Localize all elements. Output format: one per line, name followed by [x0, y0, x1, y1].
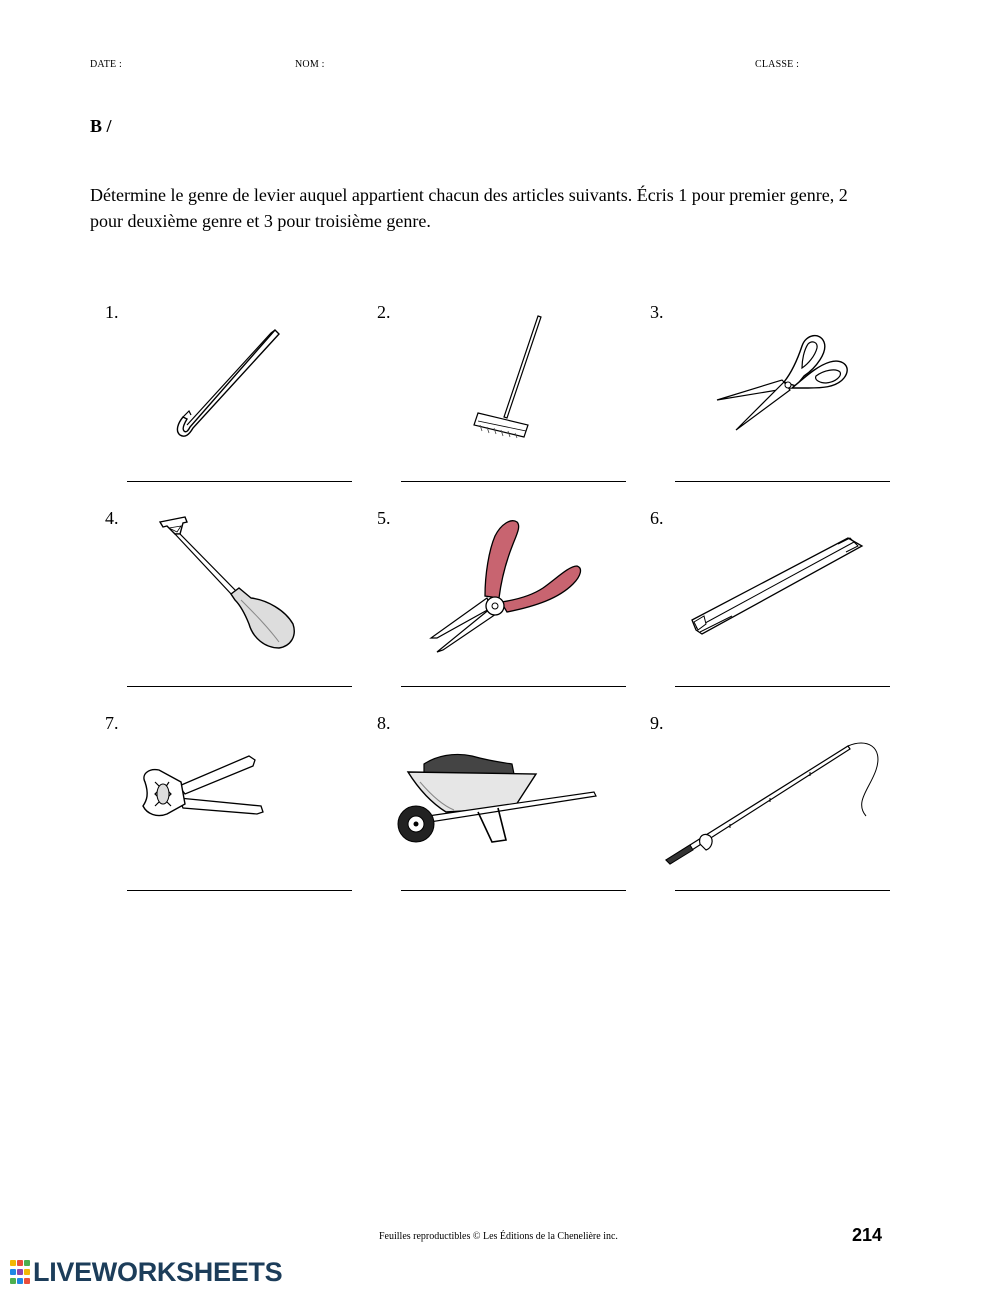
brand-name: LIVEWORKSHEETS	[33, 1256, 283, 1287]
name-label: NOM :	[295, 59, 325, 70]
section-title: B /	[90, 116, 112, 136]
item-number-3: 3.	[650, 302, 664, 322]
copyright-footer: Feuilles reproductibles © Les Éditions de la Chenelière inc.	[379, 1231, 618, 1242]
item-number-8: 8.	[377, 713, 391, 733]
nutcracker-icon	[135, 752, 270, 824]
shovel-icon	[155, 514, 300, 652]
crowbar-icon	[165, 325, 290, 445]
answer-line-8[interactable]	[401, 890, 626, 891]
answer-line-2[interactable]	[401, 481, 626, 482]
liveworksheets-logo-icon	[10, 1260, 30, 1284]
scissors-icon	[712, 328, 852, 436]
item-number-4: 4.	[105, 508, 119, 528]
item-number-2: 2.	[377, 302, 391, 322]
item-number-5: 5.	[377, 508, 391, 528]
liveworksheets-logo[interactable]	[10, 1257, 282, 1287]
item-number-9: 9.	[650, 713, 664, 733]
tweezers-icon	[688, 534, 866, 642]
answer-line-4[interactable]	[127, 686, 352, 687]
item-number-7: 7.	[105, 713, 119, 733]
answer-line-3[interactable]	[675, 481, 890, 482]
wheelbarrow-icon	[388, 752, 600, 848]
instructions: Détermine le genre de levier auquel appartient chacun des articles suivants. Écris 1 pour premier genre, 2 pour deuxième genre et 3 pour troisième genre.	[90, 185, 848, 231]
fishing-rod-icon	[660, 740, 892, 868]
answer-line-9[interactable]	[675, 890, 890, 891]
answer-line-1[interactable]	[127, 481, 352, 482]
class-label: CLASSE :	[755, 59, 800, 70]
answer-line-5[interactable]	[401, 686, 626, 687]
answer-line-7[interactable]	[127, 890, 352, 891]
answer-line-6[interactable]	[675, 686, 890, 687]
item-number-6: 6.	[650, 508, 664, 528]
page-number: 214	[852, 1225, 883, 1245]
date-label: DATE :	[90, 59, 123, 70]
broom-icon	[470, 313, 550, 443]
item-number-1: 1.	[105, 302, 119, 322]
pliers-icon	[425, 514, 585, 656]
